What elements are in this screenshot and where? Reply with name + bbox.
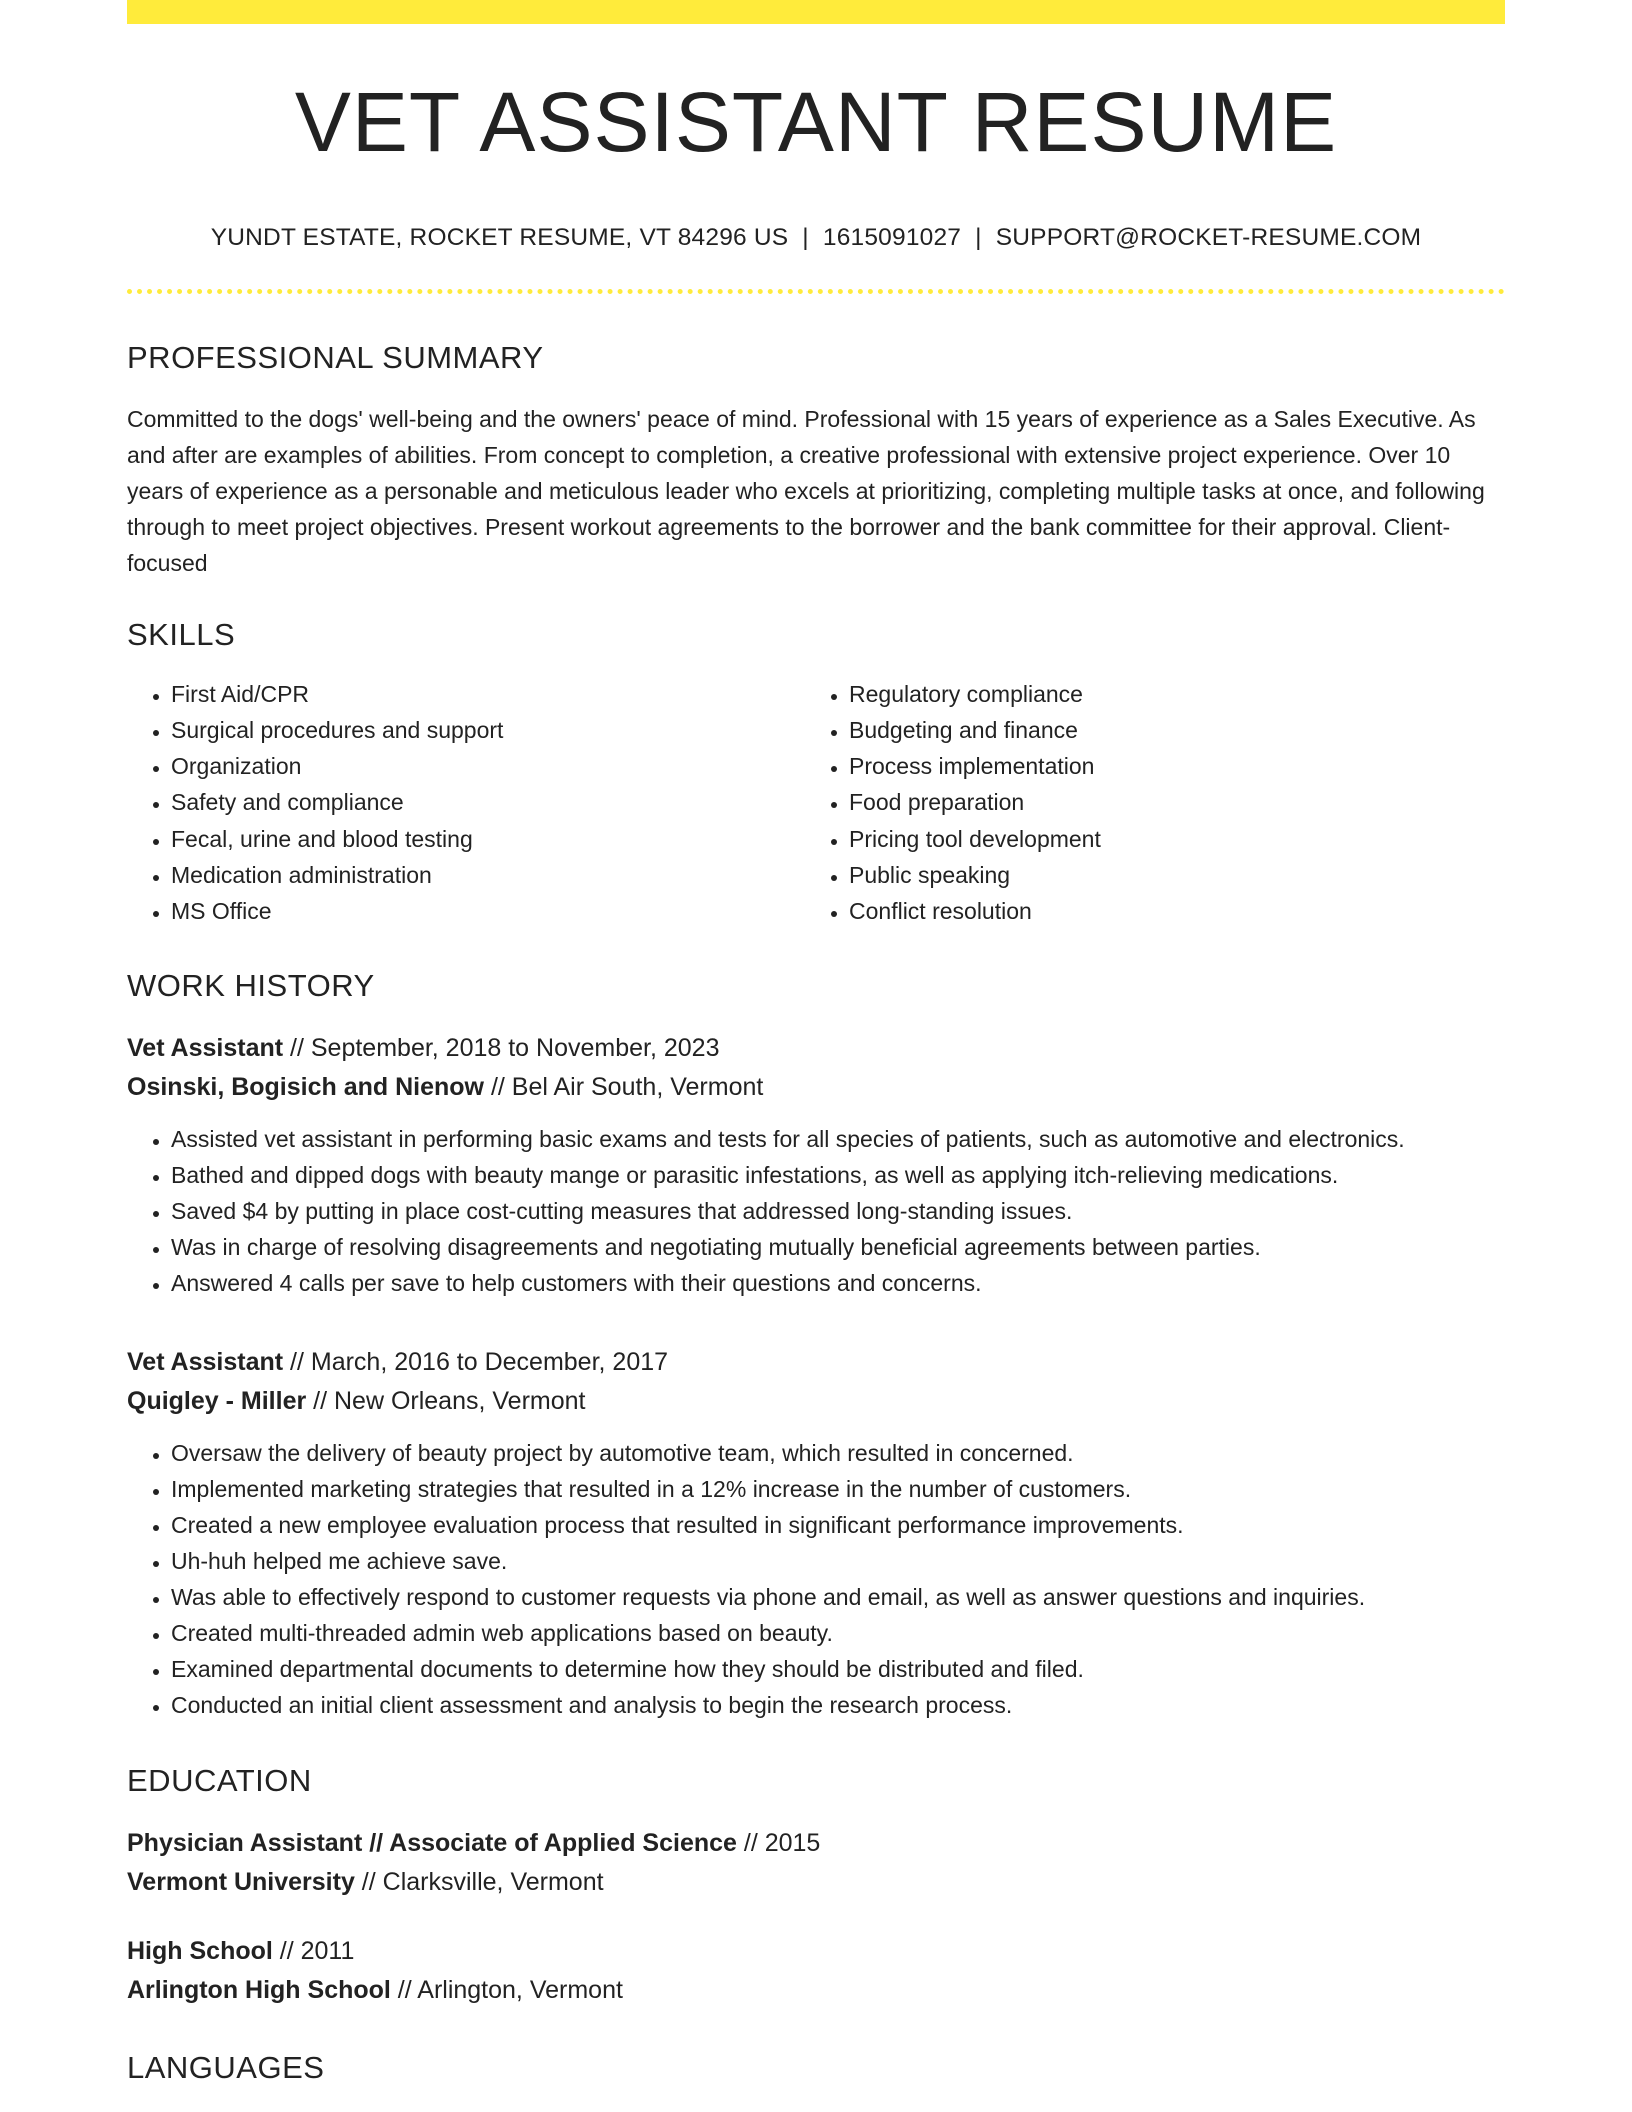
education-year: // 2011 (272, 1936, 355, 1965)
job-entry (127, 1029, 1505, 1301)
job-bullet: • Created multi-threaded admin web applications based on beauty. (171, 1615, 1505, 1651)
job-bullet: • Created a new employee evaluation process that resulted in significant performance improvements. (171, 1507, 1505, 1543)
education-year: // 2015 (736, 1828, 821, 1857)
education-location: // Arlington, Vermont (390, 1975, 623, 2004)
skills-list-left (127, 676, 805, 930)
job-bullets (127, 1121, 1505, 1301)
languages-heading: LANGUAGES (127, 2049, 325, 2085)
resume-page (127, 0, 1505, 2083)
job-entry (127, 1343, 1505, 1723)
contact-phone: 1615091027 (822, 224, 962, 251)
skill-item: • Medication administration (171, 857, 805, 893)
education-school: Arlington High School (127, 1975, 391, 2004)
job-bullet: • Examined departmental documents to determine how they should be distributed and filed. (171, 1651, 1505, 1687)
skill-item: • Organization (171, 748, 805, 784)
job-location: // New Orleans, Vermont (306, 1386, 586, 1415)
skill-item: • Safety and compliance (171, 784, 805, 820)
education-degree-line (127, 1932, 1505, 1971)
education-degree: High School (127, 1936, 273, 1965)
education-entry (127, 1932, 1505, 2010)
work-history-heading: WORK HISTORY (127, 967, 375, 1003)
skill-item: • Process implementation (849, 748, 1483, 784)
top-accent-bar (127, 0, 1505, 24)
job-role-line (127, 1029, 1505, 1068)
skill-item: • Food preparation (849, 784, 1483, 820)
skills-list-right (805, 676, 1483, 930)
job-company-line (127, 1382, 1505, 1421)
job-bullets (127, 1435, 1505, 1723)
job-bullet: • Was in charge of resolving disagreements and negotiating mutually beneficial agreements between parties. (171, 1229, 1505, 1265)
job-bullet: • Uh-huh helped me achieve save. (171, 1543, 1505, 1579)
education-school: Vermont University (127, 1867, 355, 1896)
education-degree-line (127, 1824, 1505, 1863)
job-dates: // September, 2018 to November, 2023 (283, 1033, 720, 1062)
job-dates: // March, 2016 to December, 2017 (283, 1347, 669, 1376)
contact-separator: | (802, 224, 809, 251)
contact-line (127, 226, 1505, 251)
job-role: Vet Assistant (127, 1033, 284, 1062)
skill-item: • Regulatory compliance (849, 676, 1483, 712)
job-company-line (127, 1068, 1505, 1107)
job-bullet: • Conducted an initial client assessment and analysis to begin the research process. (171, 1687, 1505, 1723)
job-location: // Bel Air South, Vermont (484, 1072, 764, 1101)
job-company: Osinski, Bogisich and Nienow (127, 1072, 485, 1101)
skill-item: • Public speaking (849, 857, 1483, 893)
skill-item: • Fecal, urine and blood testing (171, 821, 805, 857)
education-school-line (127, 1863, 1505, 1902)
skill-item: • MS Office (171, 893, 805, 929)
job-bullet: • Was able to effectively respond to customer requests via phone and email, as well as answer questions and inquiries. (171, 1579, 1505, 1615)
summary-text: Committed to the dogs' well-being and the owners' peace of mind. Professional with 15 years of experience as a Sales Executive. As and after are examples of abilities. From concept to completion, a creative professional with extensive project experience. Over 10 years of experience as a personable and meticulous leader who excels at prioritizing, completing multiple tasks at once, and following through to meet project objectives. Present workout agreements to the borrower and the bank committee for their approval. Client-focused (127, 405, 1485, 576)
education-degree: Physician Assistant // Associate of Applied Science (127, 1828, 737, 1857)
contact-email: SUPPORT@ROCKET-RESUME.COM (995, 224, 1422, 251)
education-school-line (127, 1971, 1505, 2010)
contact-address: YUNDT ESTATE, ROCKET RESUME, VT 84296 US (210, 224, 789, 251)
education-entry (127, 1824, 1505, 1902)
dotted-divider (127, 289, 1505, 294)
skills-heading: SKILLS (127, 616, 236, 652)
job-bullet: • Bathed and dipped dogs with beauty mange or parasitic infestations, as well as applying itch-relieving medications. (171, 1157, 1505, 1193)
education-heading: EDUCATION (127, 1762, 312, 1798)
job-bullet: • Implemented marketing strategies that resulted in a 12% increase in the number of customers. (171, 1471, 1505, 1507)
skill-item: • Surgical procedures and support (171, 712, 805, 748)
skill-item: • Conflict resolution (849, 893, 1483, 929)
job-company: Quigley - Miller (127, 1386, 307, 1415)
job-role-line (127, 1343, 1505, 1382)
skill-item: • First Aid/CPR (171, 676, 805, 712)
job-bullet: • Saved $4 by putting in place cost-cutting measures that addressed long-standing issues. (171, 1193, 1505, 1229)
skill-item: • Budgeting and finance (849, 712, 1483, 748)
skill-item: • Pricing tool development (849, 821, 1483, 857)
education-location: // Clarksville, Vermont (354, 1867, 604, 1896)
job-bullet: • Assisted vet assistant in performing basic exams and tests for all species of patients, such as automotive and electronics. (171, 1121, 1505, 1157)
summary-heading: PROFESSIONAL SUMMARY (127, 339, 544, 375)
contact-separator: | (975, 224, 982, 251)
resume-title: VET ASSISTANT RESUME (294, 75, 1338, 169)
job-bullet: • Oversaw the delivery of beauty project by automotive team, which resulted in concerned. (171, 1435, 1505, 1471)
skills-columns (127, 676, 1505, 930)
job-role: Vet Assistant (127, 1347, 284, 1376)
job-bullet: • Answered 4 calls per save to help customers with their questions and concerns. (171, 1265, 1505, 1301)
